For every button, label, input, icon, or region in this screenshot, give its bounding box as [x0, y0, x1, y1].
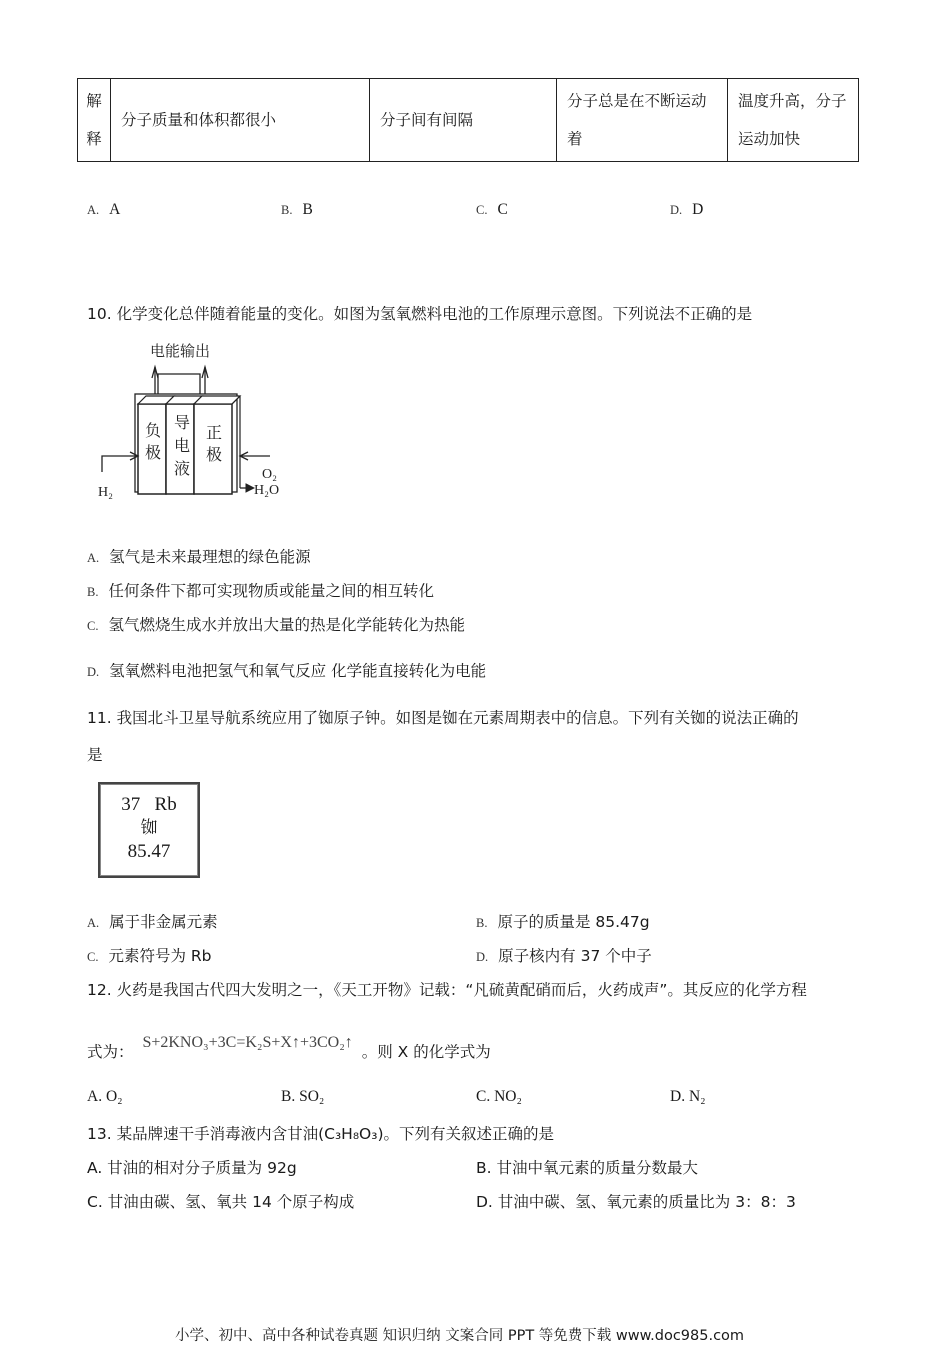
- arrow-path-left: [158, 374, 200, 394]
- q13-option-d[interactable]: D. 甘油中碳、氢、氧元素的质量比为 3：8：3: [476, 1193, 796, 1211]
- neg-label-1: 负: [145, 421, 162, 440]
- arrow-right-solid-icon: [246, 484, 254, 492]
- q9-option-b[interactable]: B. B: [281, 201, 313, 218]
- q13-stem: 13. 某品牌速干手消毒液内含甘油(C₃H₈O₃)。下列有关叙述正确的是: [87, 1125, 554, 1143]
- mid-label-1: 导: [174, 413, 191, 432]
- fuel-cell-diagram: [90, 338, 300, 508]
- q12-option-a[interactable]: A. O₂: [87, 1088, 123, 1105]
- q9-option-a[interactable]: A. A: [87, 201, 121, 218]
- q10-option-d[interactable]: D. 氢氧燃料电池把氢气和氧气反应 化学能直接转化为电能: [87, 662, 487, 680]
- q11-option-d[interactable]: D. 原子核内有 37 个中子: [476, 947, 652, 965]
- q12-prefix: 式为：: [87, 1043, 134, 1061]
- element-name: 铷: [140, 818, 158, 838]
- page-footer: 小学、初中、高中各种试卷真题 知识归纳 文案合同 PPT 等免费下载 www.doc985.com: [175, 1328, 745, 1344]
- q11-stem-line2: 是: [87, 746, 103, 764]
- element-symbol: Rb: [154, 794, 177, 815]
- mid-label-2: 电: [174, 436, 191, 455]
- q10-option-b[interactable]: B. 任何条件下都可实现物质或能量之间的相互转化: [87, 582, 434, 600]
- mid-label-3: 液: [174, 459, 191, 478]
- element-number: 37: [121, 794, 141, 815]
- h2-label: H₂: [98, 485, 113, 500]
- q12-stem-line1: 12. 火药是我国古代四大发明之一，《天工开物》记载：“凡硫黄配硝而后，火药成声”。其反应的化学方程: [87, 981, 807, 999]
- table-cell-b: 分子间有间隔: [370, 79, 557, 162]
- diagram-output-label: 电能输出: [150, 342, 211, 360]
- table-cell-header-text: 解释: [86, 92, 102, 148]
- chemical-equation: S+2KNO₃+3C=K₂S+X↑+3CO₂↑: [142, 1034, 353, 1051]
- q10-option-c[interactable]: C. 氢气燃烧生成水并放出大量的热是化学能转化为热能: [87, 616, 465, 634]
- table-cell-a: 分子质量和体积都很小: [111, 79, 370, 162]
- q9-option-d[interactable]: D. D: [670, 201, 704, 218]
- table-cell-d: 温度升高，分子运动加快: [728, 79, 859, 162]
- o2-label: O₂: [262, 467, 277, 482]
- explanation-table: [77, 78, 859, 162]
- q12-stem-line2: [87, 1034, 491, 1062]
- q13-option-a[interactable]: A. 甘油的相对分子质量为 92g: [87, 1159, 297, 1177]
- pos-label-2: 极: [206, 445, 223, 464]
- q13-option-c[interactable]: C. 甘油由碳、氢、氧共 14 个原子构成: [87, 1193, 355, 1211]
- q13-option-b[interactable]: B. 甘油中氧元素的质量分数最大: [476, 1159, 698, 1177]
- h2o-label: H₂O: [254, 483, 280, 498]
- q11-option-c[interactable]: C. 元素符号为 Rb: [87, 947, 212, 965]
- table-row: [78, 79, 859, 162]
- q11-stem-line1: 11. 我国北斗卫星导航系统应用了铷原子钟。如图是铷在元素周期表中的信息。下列有关铷的说法正确的: [87, 709, 799, 727]
- q11-option-b[interactable]: B. 原子的质量是 85.47g: [476, 913, 650, 931]
- q11-option-a[interactable]: A. 属于非金属元素: [87, 913, 218, 931]
- neg-label-2: 极: [145, 443, 162, 462]
- q12-option-b[interactable]: B. SO₂: [281, 1088, 325, 1105]
- q12-suffix: 。则 X 的化学式为: [361, 1043, 491, 1061]
- element-number-symbol: [100, 794, 198, 816]
- q9-option-c[interactable]: C. C: [476, 201, 508, 218]
- q10-option-a[interactable]: A. 氢气是未来最理想的绿色能源: [87, 548, 311, 566]
- table-cell-c: 分子总是在不断运动着: [557, 79, 728, 162]
- table-cell-header: [78, 79, 111, 162]
- q12-option-c[interactable]: C. NO₂: [476, 1088, 522, 1105]
- pos-label-1: 正: [206, 423, 223, 442]
- element-card: [98, 782, 200, 878]
- q12-option-d[interactable]: D. N₂: [670, 1088, 706, 1105]
- q10-stem: 10. 化学变化总伴随着能量的变化。如图为氢氧燃料电池的工作原理示意图。下列说法不正确的是: [87, 305, 753, 323]
- element-mass: 85.47: [127, 841, 171, 862]
